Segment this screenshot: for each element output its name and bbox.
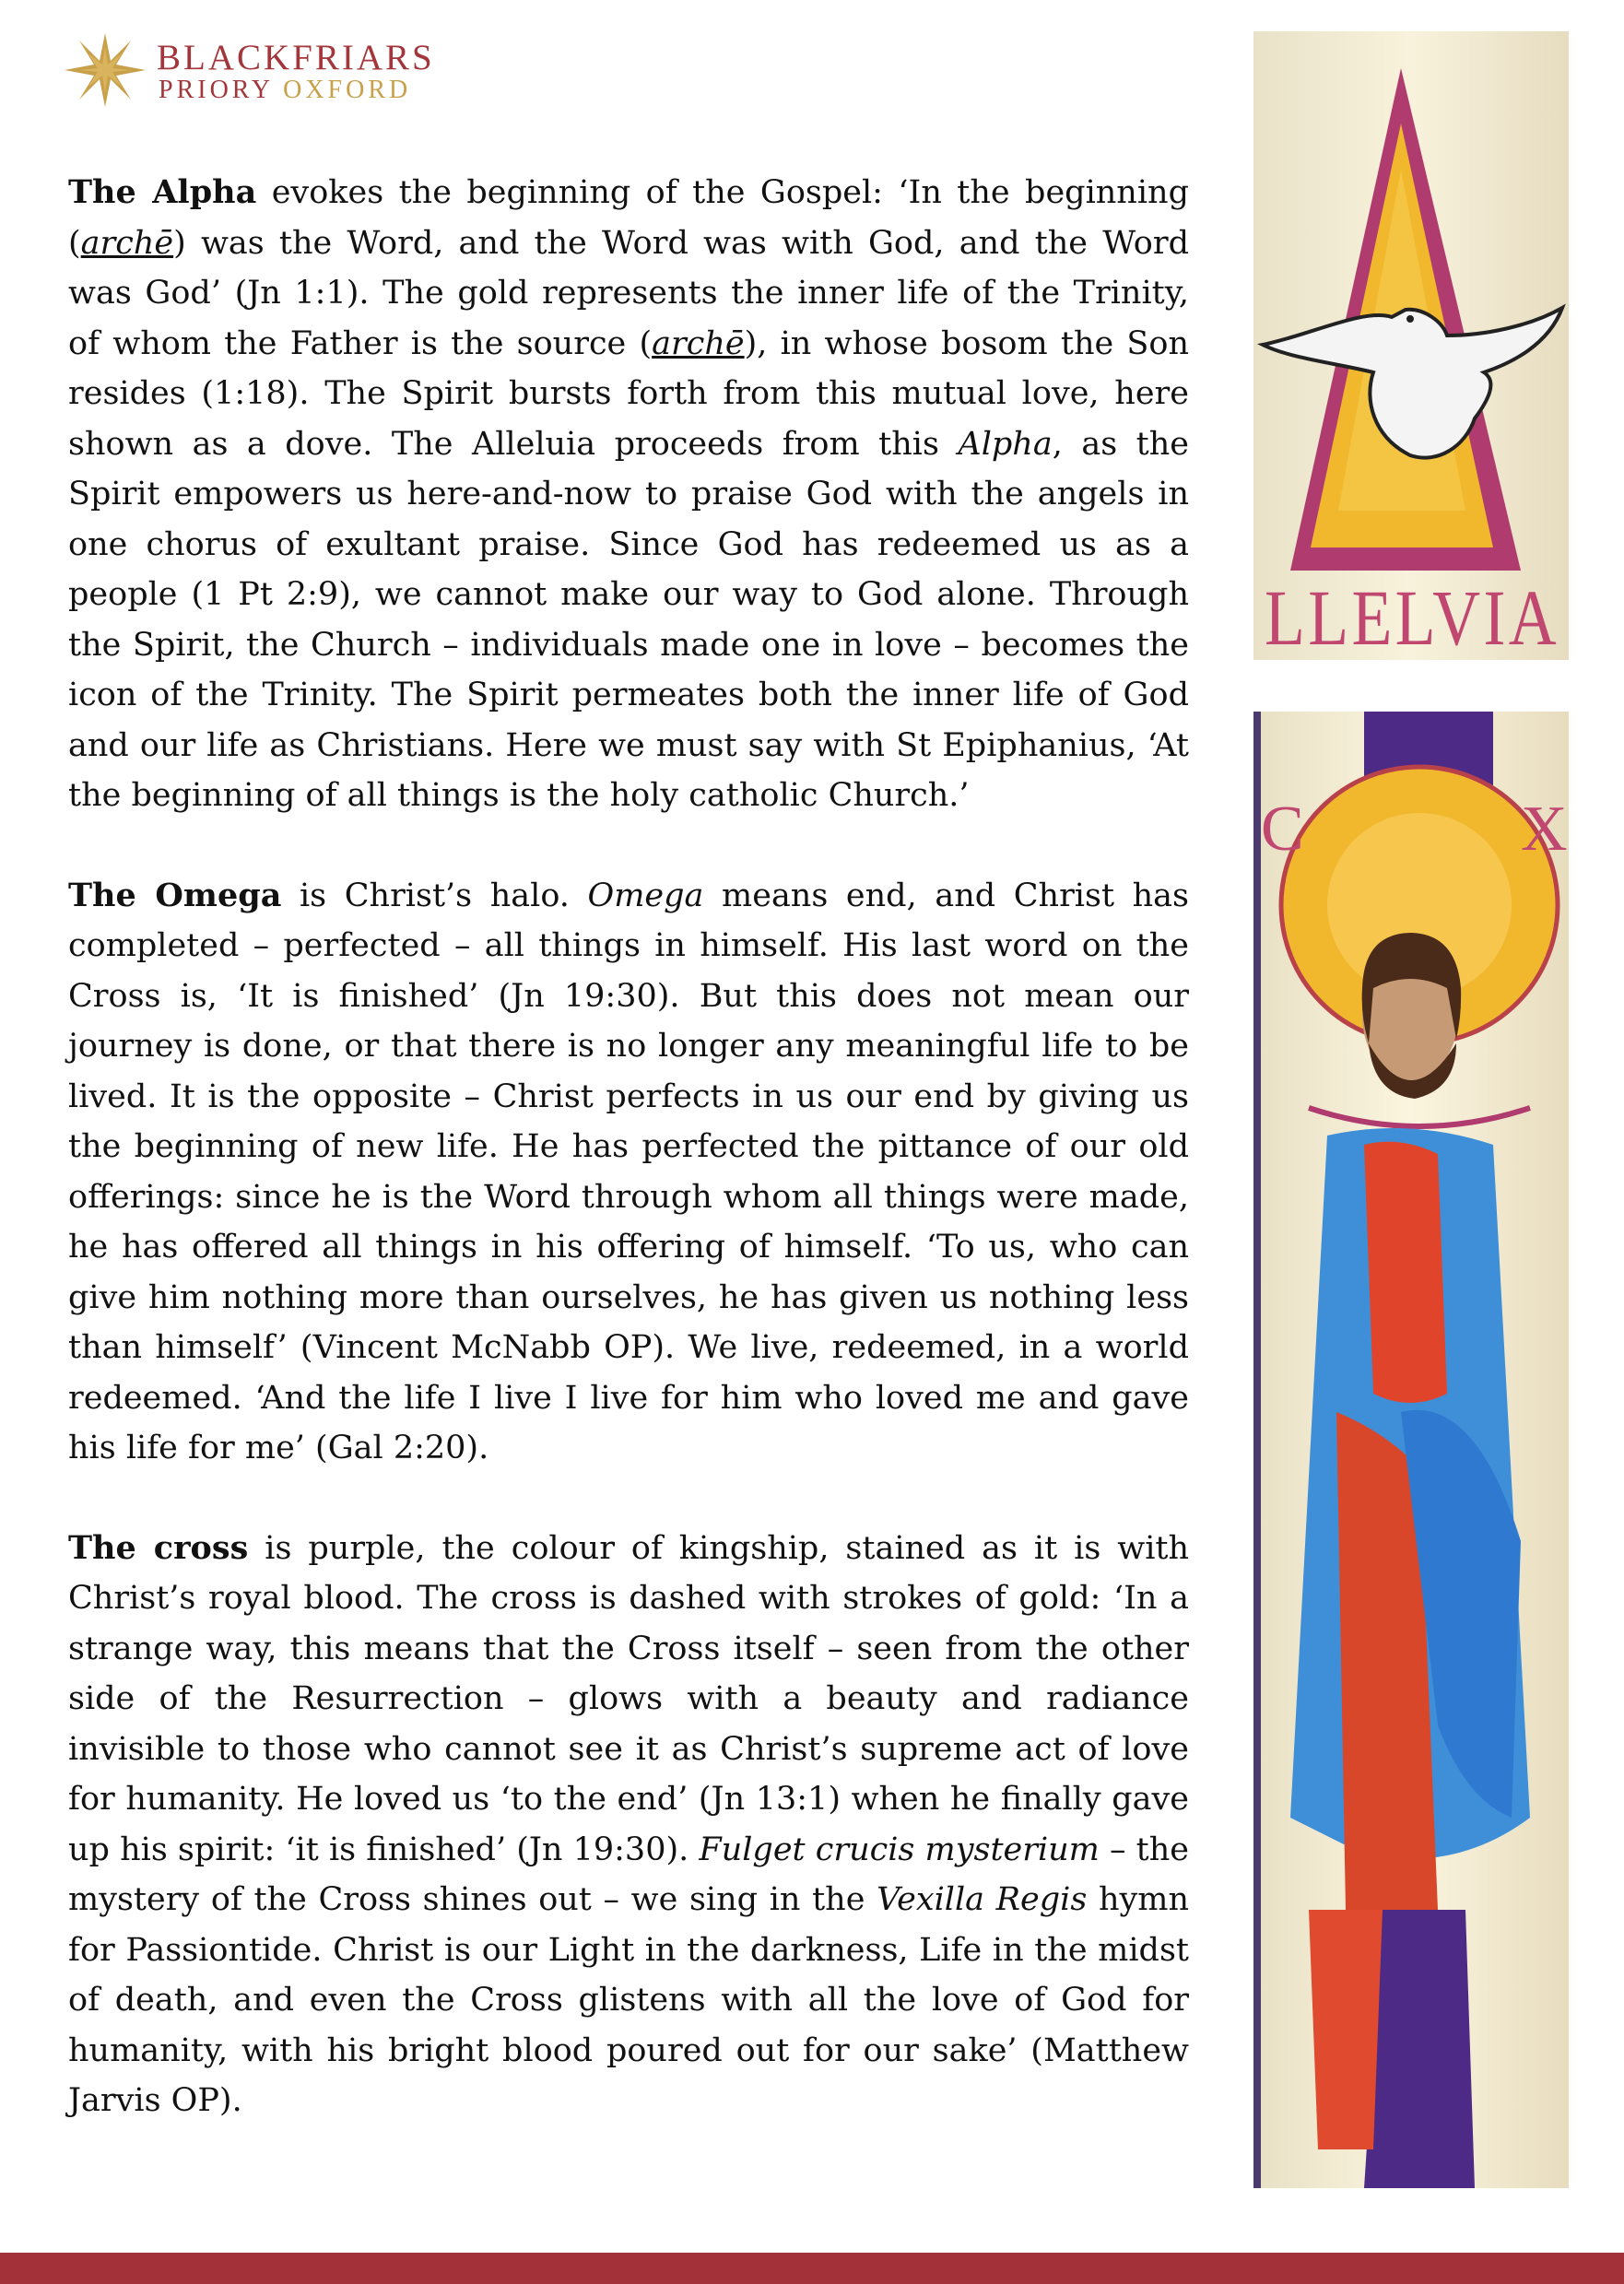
logo-word-oxford: OXFORD bbox=[283, 76, 412, 104]
logo-word-priory: PRIORY bbox=[159, 76, 274, 104]
main-text bbox=[68, 168, 1189, 2176]
svg-text:X: X bbox=[1521, 794, 1568, 865]
alpha-paragraph bbox=[68, 168, 1189, 821]
omega-paragraph bbox=[68, 871, 1189, 1474]
candle-christ-image bbox=[1253, 712, 1569, 2188]
omega-heading: The Omega bbox=[68, 876, 282, 914]
alpha-text-1: evokes the beginning of the Gospel: ‘In the beginning ( bbox=[68, 174, 1189, 262]
arche-term: archē bbox=[652, 324, 745, 362]
candle-alleluia-text: LLELVIA bbox=[1265, 573, 1559, 662]
footer-bar bbox=[0, 2253, 1624, 2284]
omega-text-1: is Christ’s halo. bbox=[281, 877, 588, 914]
alpha-heading: The Alpha bbox=[68, 173, 257, 211]
cross-text-3: hymn for Passiontide. Christ is our Light in the darkness, Life in the midst of death, and even the Cross glistens with all the love of God for humanity, with his bright blood poured out for our sake’ (Matthew Jarvis OP). bbox=[68, 1881, 1190, 2119]
star-icon bbox=[65, 33, 146, 107]
cross-heading: The cross bbox=[68, 1528, 249, 1567]
cross-text-1: is purple, the colour of kingship, stained as it is with Christ’s royal blood. The cross is dashed with strokes of gold: ‘In a strange way, this means that the Cross itself – seen from the other side of the Resurrection – glows with a beauty and radiance invisible to those who cannot see it as Christ’s supreme act of love for humanity. He loved us ‘to the end’ (Jn 13:1) when he finally gave up his spirit: ‘it is finished’ (Jn 19:30). bbox=[68, 1529, 1190, 1868]
cross-paragraph bbox=[68, 1524, 1189, 2126]
blackfriars-logo bbox=[65, 33, 452, 107]
omega-text-2: means end, and Christ has completed – perfected – all things in himself. His last word on the Cross is, ‘It is finished’ (Jn 19:30). But this does not mean our journey is done, or that there is no longer any meaningful life to be lived. It is the opposite – Christ perfects in us our end by giving us the beginning of new life. He has perfected the pittance of our old offerings: since he is the Word through whom all things were made, he has offered all things in his offering of himself. ‘To us, who can give him nothing more than ourselves, he has given us nothing less than himself’ (Vincent McNabb OP). We live, redeemed, in a world redeemed. ‘And the life I live I live for him who loved me and gave his life for me’ (Gal 2:20). bbox=[68, 877, 1190, 1466]
arche-term: archē bbox=[80, 224, 174, 262]
alpha-italic: Alpha bbox=[958, 425, 1053, 463]
logo-subtitle bbox=[159, 76, 411, 105]
svg-text:C: C bbox=[1261, 794, 1304, 865]
cross-text-2: – the mystery of the Cross shines out – we sing in the bbox=[68, 1831, 1189, 1918]
vexilla-italic: Vexilla Regis bbox=[877, 1881, 1088, 1918]
candle-alpha-image bbox=[1253, 31, 1569, 660]
omega-italic: Omega bbox=[587, 877, 704, 914]
alpha-text-2: ) was the Word, and the Word was with God, and the Word was God’ (Jn 1:1). The gold represents the inner life of the Trinity, of whom the Father is the source ( bbox=[68, 224, 1189, 362]
alpha-text-4: , as the Spirit empowers us here-and-now to praise God with the angels in one chorus of exultant praise. Since God has redeemed us as a people (1 Pt 2:9), we cannot make our way to God alone. Through the Spirit, the Church – individuals made one in love – becomes the icon of the Trinity. The Spirit permeates both the inner life of God and our life as Christians. Here we must say with St Epiphanius, ‘At the beginning of all things is the holy catholic Church.’ bbox=[68, 425, 1189, 814]
logo-title: BLACKFRIARS bbox=[157, 38, 435, 77]
alpha-text-3: ), in whose bosom the Son resides (1:18). The Spirit bursts forth from this mutual love, here shown as a dove. The Alleluia proceeds from this bbox=[68, 324, 1190, 463]
fulget-italic: Fulget crucis mysterium bbox=[699, 1831, 1100, 1868]
